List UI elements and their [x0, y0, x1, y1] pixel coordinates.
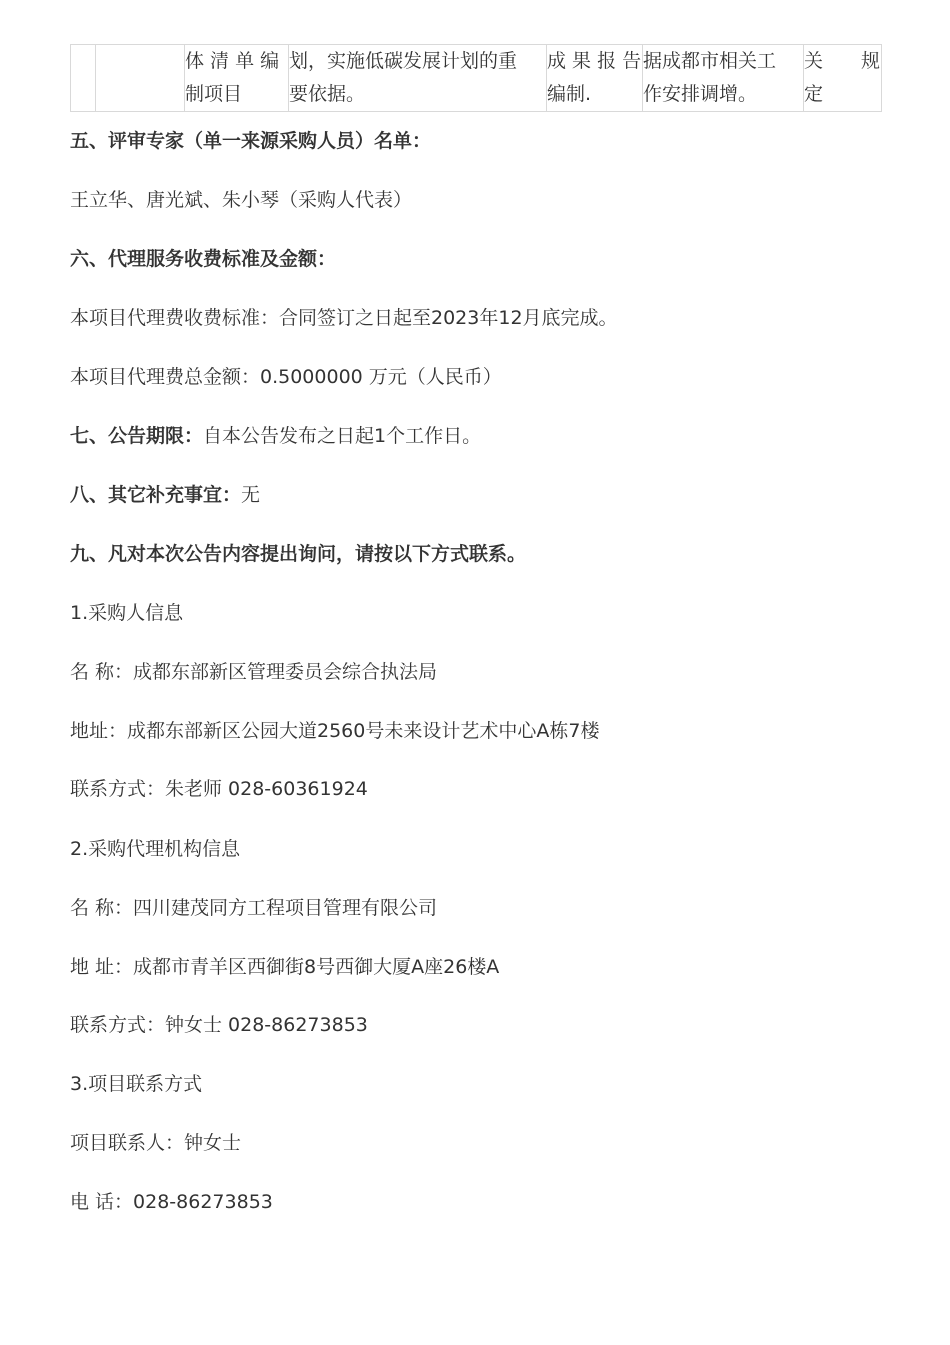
table-cell [289, 45, 547, 112]
purchaser-address: 地址：成都东部新区公园大道2560号未来设计艺术中心A栋7楼 [70, 720, 600, 742]
cell-text: 制项目 [185, 83, 243, 105]
table-cell [643, 45, 804, 112]
agency-name: 名 称：四川建茂同方工程项目管理有限公司 [70, 897, 438, 919]
fee-amount: 本项目代理费总金额：0.5000000 万元（人民币） [70, 366, 502, 388]
section-9-heading: 九、凡对本次公告内容提出询问，请按以下方式联系。 [70, 543, 527, 565]
table-cell [547, 45, 643, 112]
agency-address: 地 址：成都市青羊区西御街8号西御大厦A座26楼A [70, 956, 500, 978]
table-cell [71, 45, 96, 112]
cell-text: 体 清 单 编 [185, 50, 280, 72]
cell-text: 编制. [547, 83, 592, 105]
requirements-table-fragment [70, 44, 882, 112]
table-cell [96, 45, 185, 112]
fee-standard: 本项目代理费收费标准：合同签订之日起至2023年12月底完成。 [70, 307, 618, 329]
agency-title: 2.采购代理机构信息 [70, 838, 241, 860]
table-cell [804, 45, 882, 112]
purchaser-title: 1.采购人信息 [70, 602, 184, 624]
cell-text: 要依据。 [289, 83, 366, 105]
cell-text: 规 [860, 50, 880, 72]
section-7-text: 自本公告发布之日起1个工作日。 [203, 425, 482, 447]
cell-text: 作安排调增。 [643, 83, 758, 105]
cell-text: 成 果 报 告 [547, 50, 642, 72]
agency-contact: 联系方式：钟女士 028-86273853 [70, 1014, 368, 1036]
section-7-line [70, 423, 481, 449]
section-8-label: 八、其它补充事宜： [70, 484, 242, 506]
cell-text: 划，实施低碳发展计划的重 [289, 50, 518, 72]
section-7-label: 七、公告期限： [70, 425, 204, 447]
cell-text: 据成都市相关工 [643, 50, 777, 72]
purchaser-contact: 联系方式：朱老师 028-60361924 [70, 778, 368, 800]
section-5-heading: 五、评审专家（单一来源采购人员）名单： [70, 130, 432, 152]
section-6-heading: 六、代理服务收费标准及金额： [70, 248, 337, 270]
section-8-line [70, 482, 260, 508]
expert-list: 王立华、唐光斌、朱小琴（采购人代表） [70, 189, 413, 211]
project-contact-phone: 电 话：028-86273853 [70, 1191, 273, 1213]
cell-text: 关 [804, 50, 824, 72]
purchaser-name: 名 称：成都东部新区管理委员会综合执法局 [70, 661, 438, 683]
cell-text: 定 [804, 83, 824, 105]
project-contact-title: 3.项目联系方式 [70, 1073, 203, 1095]
table-cell [185, 45, 289, 112]
section-8-text: 无 [241, 484, 261, 506]
table-row [71, 45, 882, 112]
project-contact-person: 项目联系人：钟女士 [70, 1132, 242, 1154]
